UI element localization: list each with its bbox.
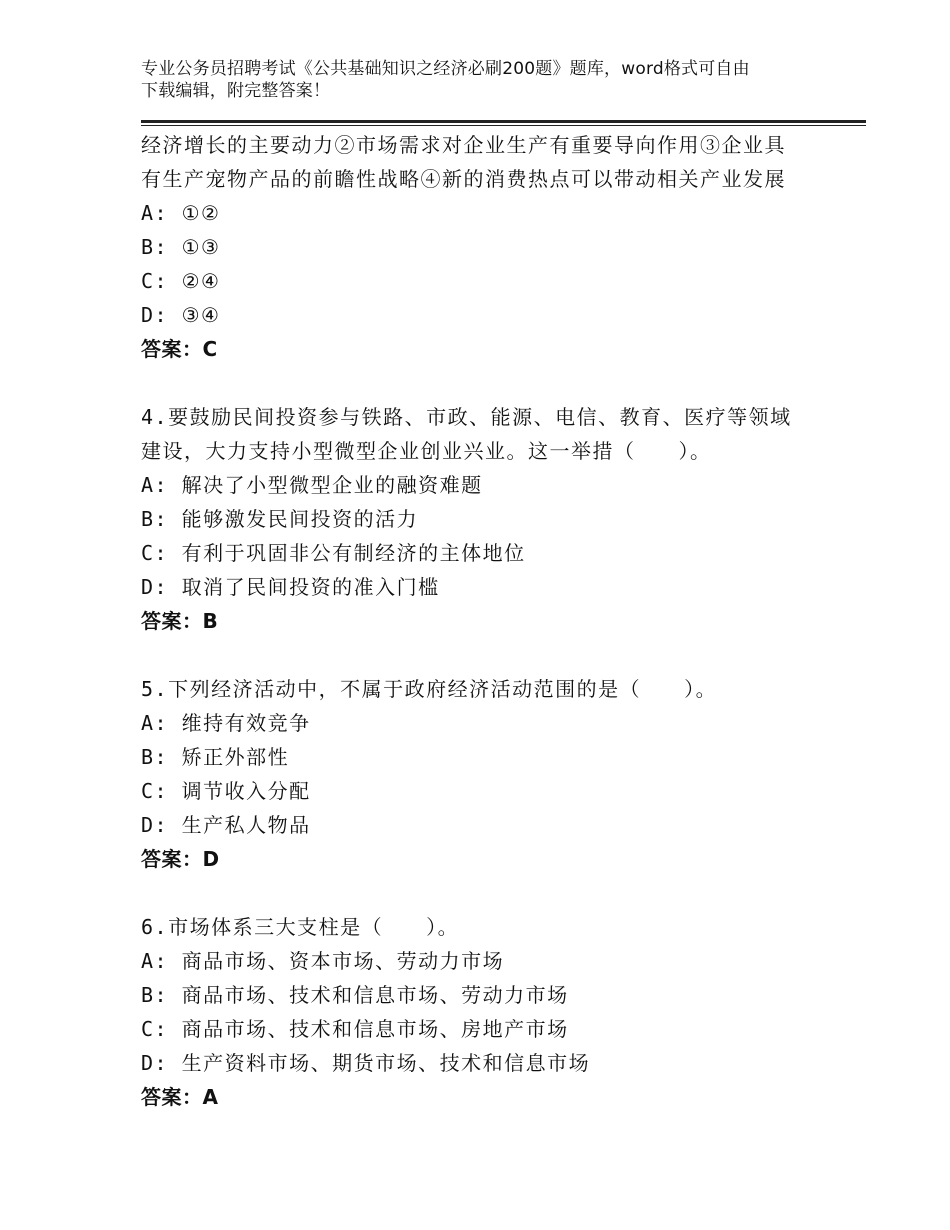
option-c: C: 有利于巩固非公有制经济的主体地位 bbox=[141, 541, 526, 565]
question-3 bbox=[141, 128, 811, 366]
option-c: C: ②④ bbox=[141, 269, 221, 293]
question-stem-line: 5.下列经济活动中，不属于政府经济活动范围的是（ ）。 bbox=[141, 677, 718, 701]
question-5 bbox=[141, 672, 811, 876]
option-c: C: 商品市场、技术和信息市场、房地产市场 bbox=[141, 1017, 569, 1041]
answer-label: 答案：B bbox=[141, 609, 219, 633]
question-list bbox=[141, 128, 811, 1114]
header-line-2: 下载编辑，附完整答案！ bbox=[141, 81, 331, 101]
header-line-1: 专业公务员招聘考试《公共基础知识之经济必刷200题》题库，word格式可自由 bbox=[141, 59, 750, 79]
spacer bbox=[141, 638, 811, 672]
option-d: D: 生产资料市场、期货市场、技术和信息市场 bbox=[141, 1051, 591, 1075]
option-a: A: 解决了小型微型企业的融资难题 bbox=[141, 473, 483, 497]
option-d: D: 生产私人物品 bbox=[141, 813, 311, 837]
option-a: A: 维持有效竞争 bbox=[141, 711, 311, 735]
question-4 bbox=[141, 400, 811, 638]
option-a: A: ①② bbox=[141, 201, 221, 225]
option-d: D: 取消了民间投资的准入门槛 bbox=[141, 575, 440, 599]
option-b: B: 矫正外部性 bbox=[141, 745, 290, 769]
answer-label: 答案：A bbox=[141, 1085, 219, 1109]
option-c: C: 调节收入分配 bbox=[141, 779, 311, 803]
question-stem-line: 有生产宠物产品的前瞻性战略④新的消费热点可以带动相关产业发展 bbox=[141, 167, 786, 191]
option-a: A: 商品市场、资本市场、劳动力市场 bbox=[141, 949, 505, 973]
question-stem-line: 4.要鼓励民间投资参与铁路、市政、能源、电信、教育、医疗等领域 bbox=[141, 405, 792, 429]
answer-label: 答案：C bbox=[141, 337, 218, 361]
option-b: B: 能够激发民间投资的活力 bbox=[141, 507, 419, 531]
question-stem-line: 建设，大力支持小型微型企业创业兴业。这一举措（ ）。 bbox=[141, 439, 712, 463]
option-d: D: ③④ bbox=[141, 303, 221, 327]
document-header bbox=[141, 58, 801, 102]
header-divider bbox=[141, 120, 866, 126]
option-b: B: 商品市场、技术和信息市场、劳动力市场 bbox=[141, 983, 569, 1007]
answer-label: 答案：D bbox=[141, 847, 220, 871]
spacer bbox=[141, 366, 811, 400]
question-6 bbox=[141, 910, 811, 1114]
spacer bbox=[141, 876, 811, 910]
question-stem-line: 经济增长的主要动力②市场需求对企业生产有重要导向作用③企业具 bbox=[141, 133, 786, 157]
question-stem-line: 6.市场体系三大支柱是（ ）。 bbox=[141, 915, 460, 939]
option-b: B: ①③ bbox=[141, 235, 221, 259]
